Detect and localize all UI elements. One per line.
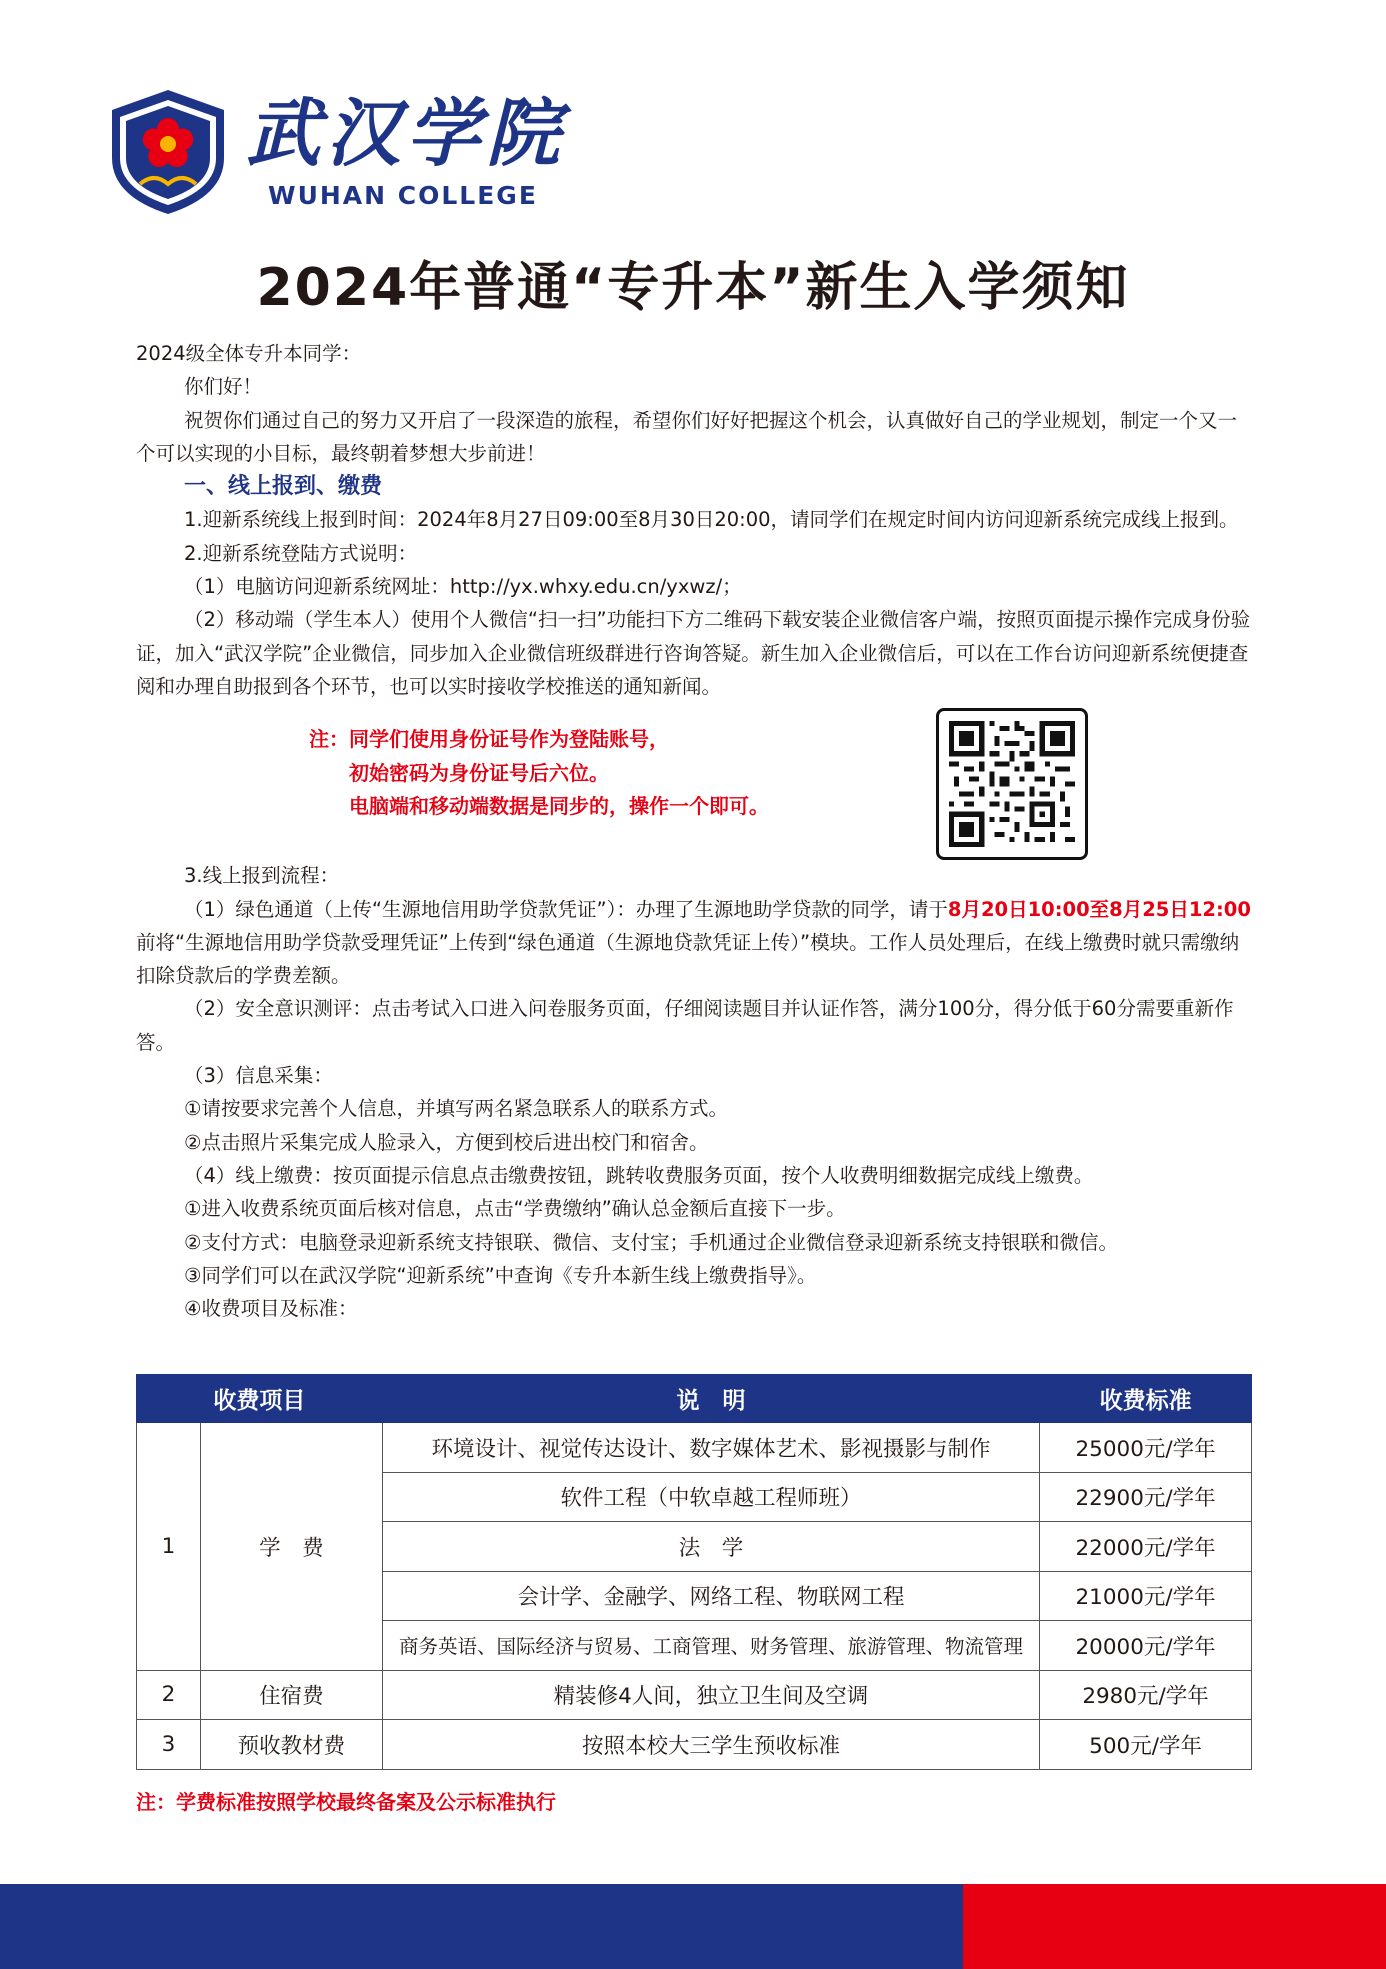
section-heading-online-registration: 一、线上报到、缴费 (184, 474, 383, 500)
fee-table (136, 1374, 1252, 1770)
row-fee: 22900元/学年 (1040, 1472, 1252, 1522)
college-emblem-icon (106, 88, 230, 216)
green-channel-text-b: 前将“生源地信用助学贷款受理凭证”上传到“绿色通道（生源地贷款凭证上传）”模块。工作人员处理后，在线上缴费时就只需缴纳扣除贷款后的学费差额。 (136, 930, 1240, 988)
row-fee: 21000元/学年 (1040, 1571, 1252, 1621)
row-fee: 2980元/学年 (1040, 1670, 1252, 1720)
green-channel-text-a: （1）绿色通道（上传“生源地信用助学贷款凭证”）：办理了生源地助学贷款的同学，请于 (184, 897, 948, 921)
row-description: 环境设计、视觉传达设计、数字媒体艺术、影视摄影与制作 (382, 1423, 1039, 1473)
tuition-note: 注：学费标准按照学校最终备案及公示标准执行 (136, 1790, 556, 1814)
row-number: 2 (137, 1670, 201, 1720)
online-payment-item-3: ③同学们可以在武汉学院“迎新系统”中查询《专升本新生线上缴费指导》。 (184, 1263, 817, 1287)
login-note-line-3: 电脑端和移动端数据是同步的，操作一个即可。 (349, 793, 769, 818)
online-payment-item-1: ①进入收费系统页面后核对信息，点击“学费缴纳”确认总金额后直接下一步。 (184, 1197, 846, 1221)
login-note-line-1: 注：同学们使用身份证号作为登陆账号， (309, 727, 669, 752)
row-description: 商务英语、国际经济与贸易、工商管理、财务管理、旅游管理、物流管理 (382, 1621, 1039, 1671)
salutation: 2024级全体专升本同学： (136, 342, 362, 365)
row-description: 按照本校大三学生预收标准 (382, 1720, 1039, 1770)
info-collection-item-2: ②点击照片采集完成人脸录入，方便到校后进出校门和宿舍。 (184, 1130, 709, 1154)
login-method-pc: （1）电脑访问迎新系统网址：http://yx.whxy.edu.cn/yxwz/； (184, 575, 742, 599)
green-channel-deadline: 8月20日10:00至8月25日12:00 (947, 897, 1251, 921)
online-payment-heading: （4）线上缴费：按页面提示信息点击缴费按钮，跳转收费服务页面，按个人收费明细数据完成线上缴费。 (184, 1163, 1094, 1187)
header-fee-standard: 收费标准 (1040, 1375, 1252, 1423)
info-collection-item-1: ①请按要求完善个人信息，并填写两名紧急联系人的联系方式。 (184, 1097, 728, 1121)
footer-bar-blue (0, 1884, 963, 1969)
online-payment-item-4: ④收费项目及标准： (184, 1297, 358, 1321)
header-description: 说 明 (382, 1375, 1039, 1423)
login-method-heading: 2.迎新系统登陆方式说明： (184, 541, 418, 565)
footer-bar-red (963, 1884, 1386, 1969)
row-fee: 22000元/学年 (1040, 1522, 1252, 1572)
notice-body (136, 337, 1252, 1325)
login-method-mobile: （2）移动端（学生本人）使用个人微信“扫一扫”功能扫下方二维码下载安装企业微信客户端，按照页面提示操作完成身份验证，加入“武汉学院”企业微信，同步加入企业微信班级群进行咨询答疑。新生加入企业微信后，可以在工作台访问迎新系统便捷查阅和办理自助报到各个环节，也可以实时接收学校推送的通知新闻。 (136, 608, 1251, 698)
registration-time: 1.迎新系统线上报到时间：2024年8月27日09:00至8月30日20:00，请同学们在规定时间内访问迎新系统完成线上报到。 (184, 508, 1239, 532)
login-note (309, 723, 769, 823)
login-note-block (136, 703, 1252, 859)
qr-code[interactable] (936, 708, 1088, 860)
table-row (137, 1423, 1252, 1473)
registration-process-heading: 3.线上报到流程： (184, 864, 340, 888)
page-title: 2024年普通“专升本”新生入学须知 (256, 258, 1130, 318)
row-item: 学 费 (200, 1423, 382, 1671)
table-row (137, 1720, 1252, 1770)
safety-test: （2）安全意识测评：点击考试入口进入问卷服务页面，仔细阅读题目并认证作答，满分100分，得分低于60分需要重新作答。 (136, 997, 1234, 1054)
logo-english-name: WUHAN COLLEGE (268, 181, 538, 210)
header-fee-item: 收费项目 (137, 1375, 383, 1423)
table-row (137, 1670, 1252, 1720)
college-logo (106, 88, 576, 218)
row-item: 预收教材费 (200, 1720, 382, 1770)
row-description: 软件工程（中软卓越工程师班） (382, 1472, 1039, 1522)
row-description: 精装修4人间，独立卫生间及空调 (382, 1670, 1039, 1720)
info-collection-heading: （3）信息采集： (184, 1064, 333, 1088)
green-channel (136, 893, 1252, 993)
online-payment-item-2: ②支付方式：电脑登录迎新系统支持银联、微信、支付宝；手机通过企业微信登录迎新系统支持银联和微信。 (184, 1230, 1118, 1254)
greeting-intro: 祝贺你们通过自己的努力又开启了一段深造的旅程，希望你们好好把握这个机会，认真做好自己的学业规划，制定一个又一个可以实现的小目标，最终朝着梦想大步前进！ (136, 408, 1238, 465)
greeting-hello: 你们好！ (184, 375, 263, 399)
row-fee: 20000元/学年 (1040, 1621, 1252, 1671)
row-description: 法 学 (382, 1522, 1039, 1572)
fee-table-header (137, 1375, 1252, 1423)
row-description: 会计学、金融学、网络工程、物联网工程 (382, 1571, 1039, 1621)
row-number: 3 (137, 1720, 201, 1770)
qr-code-icon (949, 721, 1075, 847)
logo-chinese-name: 武汉学院 (246, 91, 566, 177)
login-note-line-2: 初始密码为身份证号后六位。 (349, 760, 609, 785)
row-item: 住宿费 (200, 1670, 382, 1720)
row-number: 1 (137, 1423, 201, 1671)
row-fee: 500元/学年 (1040, 1720, 1252, 1770)
row-fee: 25000元/学年 (1040, 1423, 1252, 1473)
